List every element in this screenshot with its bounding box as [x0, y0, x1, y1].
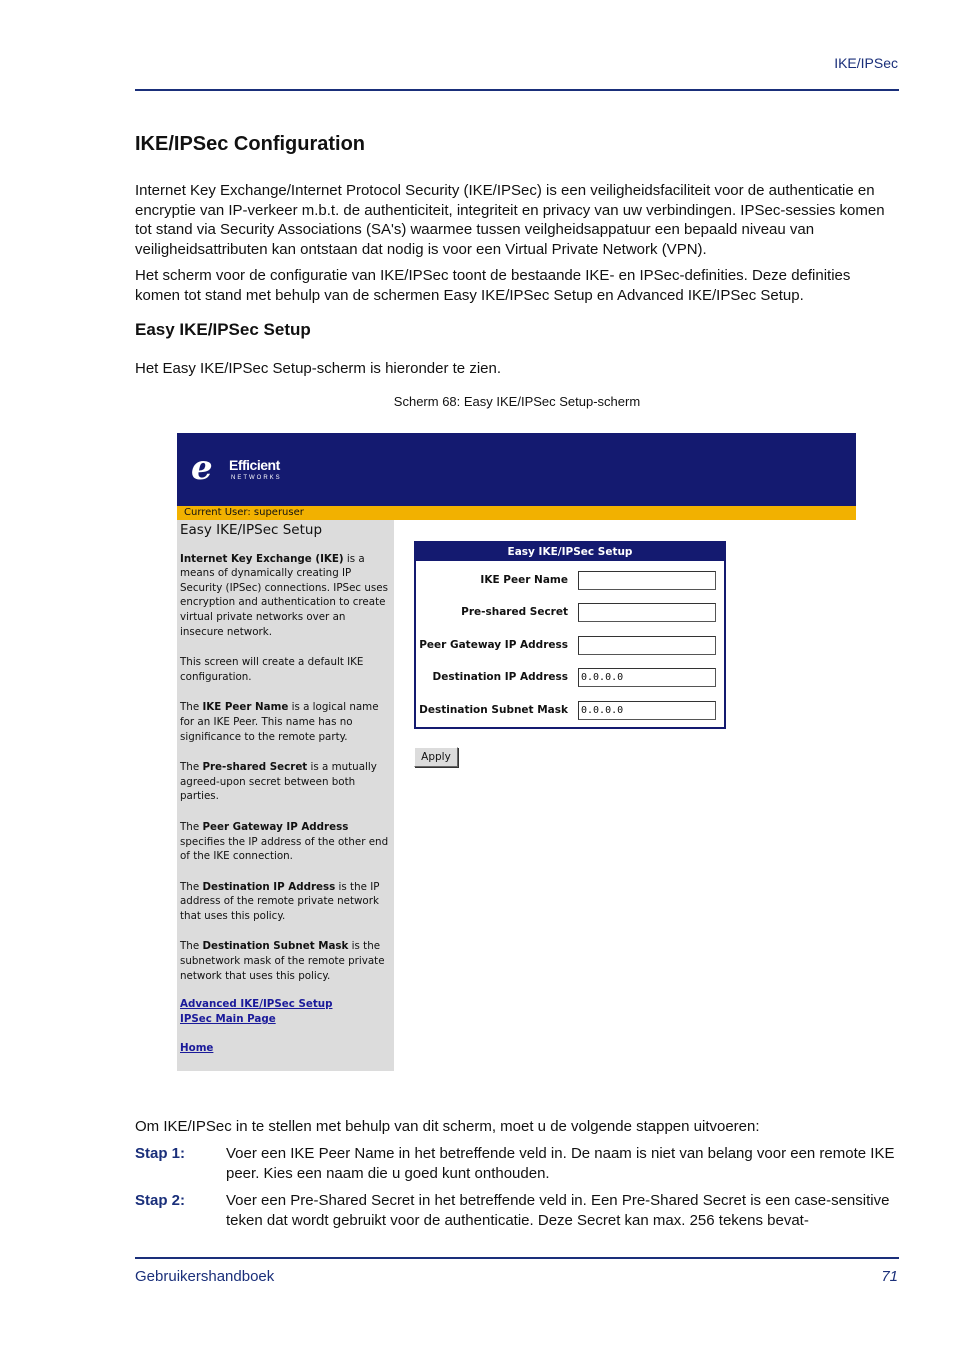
logo-name: Efficient: [229, 457, 280, 473]
peer-name-input[interactable]: [578, 571, 716, 590]
footer-rule: [135, 1257, 899, 1259]
subsection-intro: Het Easy IKE/IPSec Setup-scherm is hieronder te zien.: [135, 360, 501, 377]
pre-shared-secret-input[interactable]: [578, 603, 716, 622]
intro-paragraph-1: Internet Key Exchange/Internet Protocol Security (IKE/IPSec) is een veiligheidsfaciliteit voor de authenticatie en encryptie van IP-verkeer m.b.t. de authenticiteit, integriteit en privacy van uw verbindingen. IPSec-sessies komen tot stand via Security Associations (SA's) waarmee tussen veilgheidsappatuur een bepaald niveau van veiligheidsattributen kan ontstaan dat nodig is voor een Virtual Private Network (VPN).: [135, 182, 885, 258]
intro-paragraph-2: Het scherm voor de configuratie van IKE/IPSec toont de bestaande IKE- en IPSec-definities. Deze definities komen tot stand met behulp van de schermen Easy IKE/IPSec Setup en Advanced IKE/IPSec Setup.: [135, 267, 851, 304]
steps-intro: Om IKE/IPSec in te stellen met behulp van dit scherm, moet u de volgende stappen uitvoeren:: [135, 1118, 760, 1135]
current-user-bar: Current User: superuser: [177, 506, 856, 520]
field-row-dest-mask: [416, 700, 724, 722]
help-paragraph-dest-ip: The Destination IP Address is the IP address of the remote private network that uses this policy.: [180, 880, 380, 922]
help-paragraph-ike: Internet Key Exchange (IKE) is a means of dynamically creating IP Security (IPSec) connections. IPSec uses encryption and authentication to create virtual private networks over an insecure network.: [180, 552, 388, 638]
efficient-networks-logo: [191, 448, 301, 491]
form-title: Easy IKE/IPSec Setup: [416, 543, 724, 561]
header-rule: [135, 89, 899, 91]
apply-button[interactable]: Apply: [414, 747, 458, 767]
logo-subtitle: NETWORKS: [231, 475, 282, 481]
field-row-dest-ip: [416, 667, 724, 689]
field-row-peer-name: [416, 570, 724, 592]
help-paragraph-dest-mask: The Destination Subnet Mask is the subnetwork mask of the remote private network that uses this policy.: [180, 940, 385, 982]
figure-caption: Scherm 68: Easy IKE/IPSec Setup-scherm: [393, 394, 641, 409]
subsection-title: Easy IKE/IPSec Setup: [135, 320, 311, 339]
home-link[interactable]: Home: [180, 1042, 214, 1055]
peer-gateway-ip-input[interactable]: [578, 636, 716, 655]
logo-e-icon: e: [191, 448, 213, 488]
advanced-setup-link[interactable]: Advanced IKE/IPSec Setup: [180, 998, 333, 1011]
help-title: Easy IKE/IPSec Setup: [180, 522, 323, 538]
help-links: [180, 997, 391, 1056]
help-paragraph-gateway: The Peer Gateway IP Address specifies the IP address of the other end of the IKE connection.: [180, 820, 389, 863]
step-label: Stap 2:: [135, 1192, 186, 1209]
setup-screenshot: [177, 433, 856, 1071]
destination-subnet-mask-input[interactable]: [578, 701, 716, 720]
help-sidebar: [177, 520, 394, 1071]
page-number: 71: [881, 1268, 898, 1285]
destination-ip-input[interactable]: [578, 668, 716, 687]
field-label: Destination Subnet Mask: [419, 704, 568, 716]
field-label: Pre-shared Secret: [461, 606, 568, 618]
field-label: IKE Peer Name: [480, 574, 568, 586]
step-text: Voer een IKE Peer Name in het betreffende veld in. De naam is niet van belang voor een remote IKE peer. Kies een naam die u goed kunt onthouden.: [226, 1145, 895, 1182]
ipsec-main-page-link[interactable]: IPSec Main Page: [180, 1012, 276, 1025]
help-paragraph-secret: The Pre-shared Secret is a mutually agreed-upon secret between both parties.: [180, 761, 377, 803]
field-row-gateway: [416, 635, 724, 657]
field-row-secret: [416, 602, 724, 624]
field-label: Destination IP Address: [432, 671, 568, 683]
banner: [177, 433, 856, 506]
field-label: Peer Gateway IP Address: [419, 639, 568, 651]
footer-title: Gebruikershandboek: [135, 1268, 275, 1285]
setup-form: [414, 541, 726, 729]
step-text: Voer een Pre-Shared Secret in het betreffende veld in. Een Pre-Shared Secret is een case-sensitive teken dat wordt gebruikt voor de authenticatie. Deze Secret kan max. 256 tekens bevat-: [226, 1192, 890, 1229]
running-head: IKE/IPSec: [834, 55, 898, 71]
help-paragraph-default: This screen will create a default IKE configuration.: [180, 656, 364, 683]
section-title: IKE/IPSec Configuration: [135, 133, 366, 155]
help-paragraph-peer-name: The IKE Peer Name is a logical name for an IKE Peer. This name has no significance to the remote party.: [180, 701, 379, 743]
step-label: Stap 1:: [135, 1145, 186, 1162]
